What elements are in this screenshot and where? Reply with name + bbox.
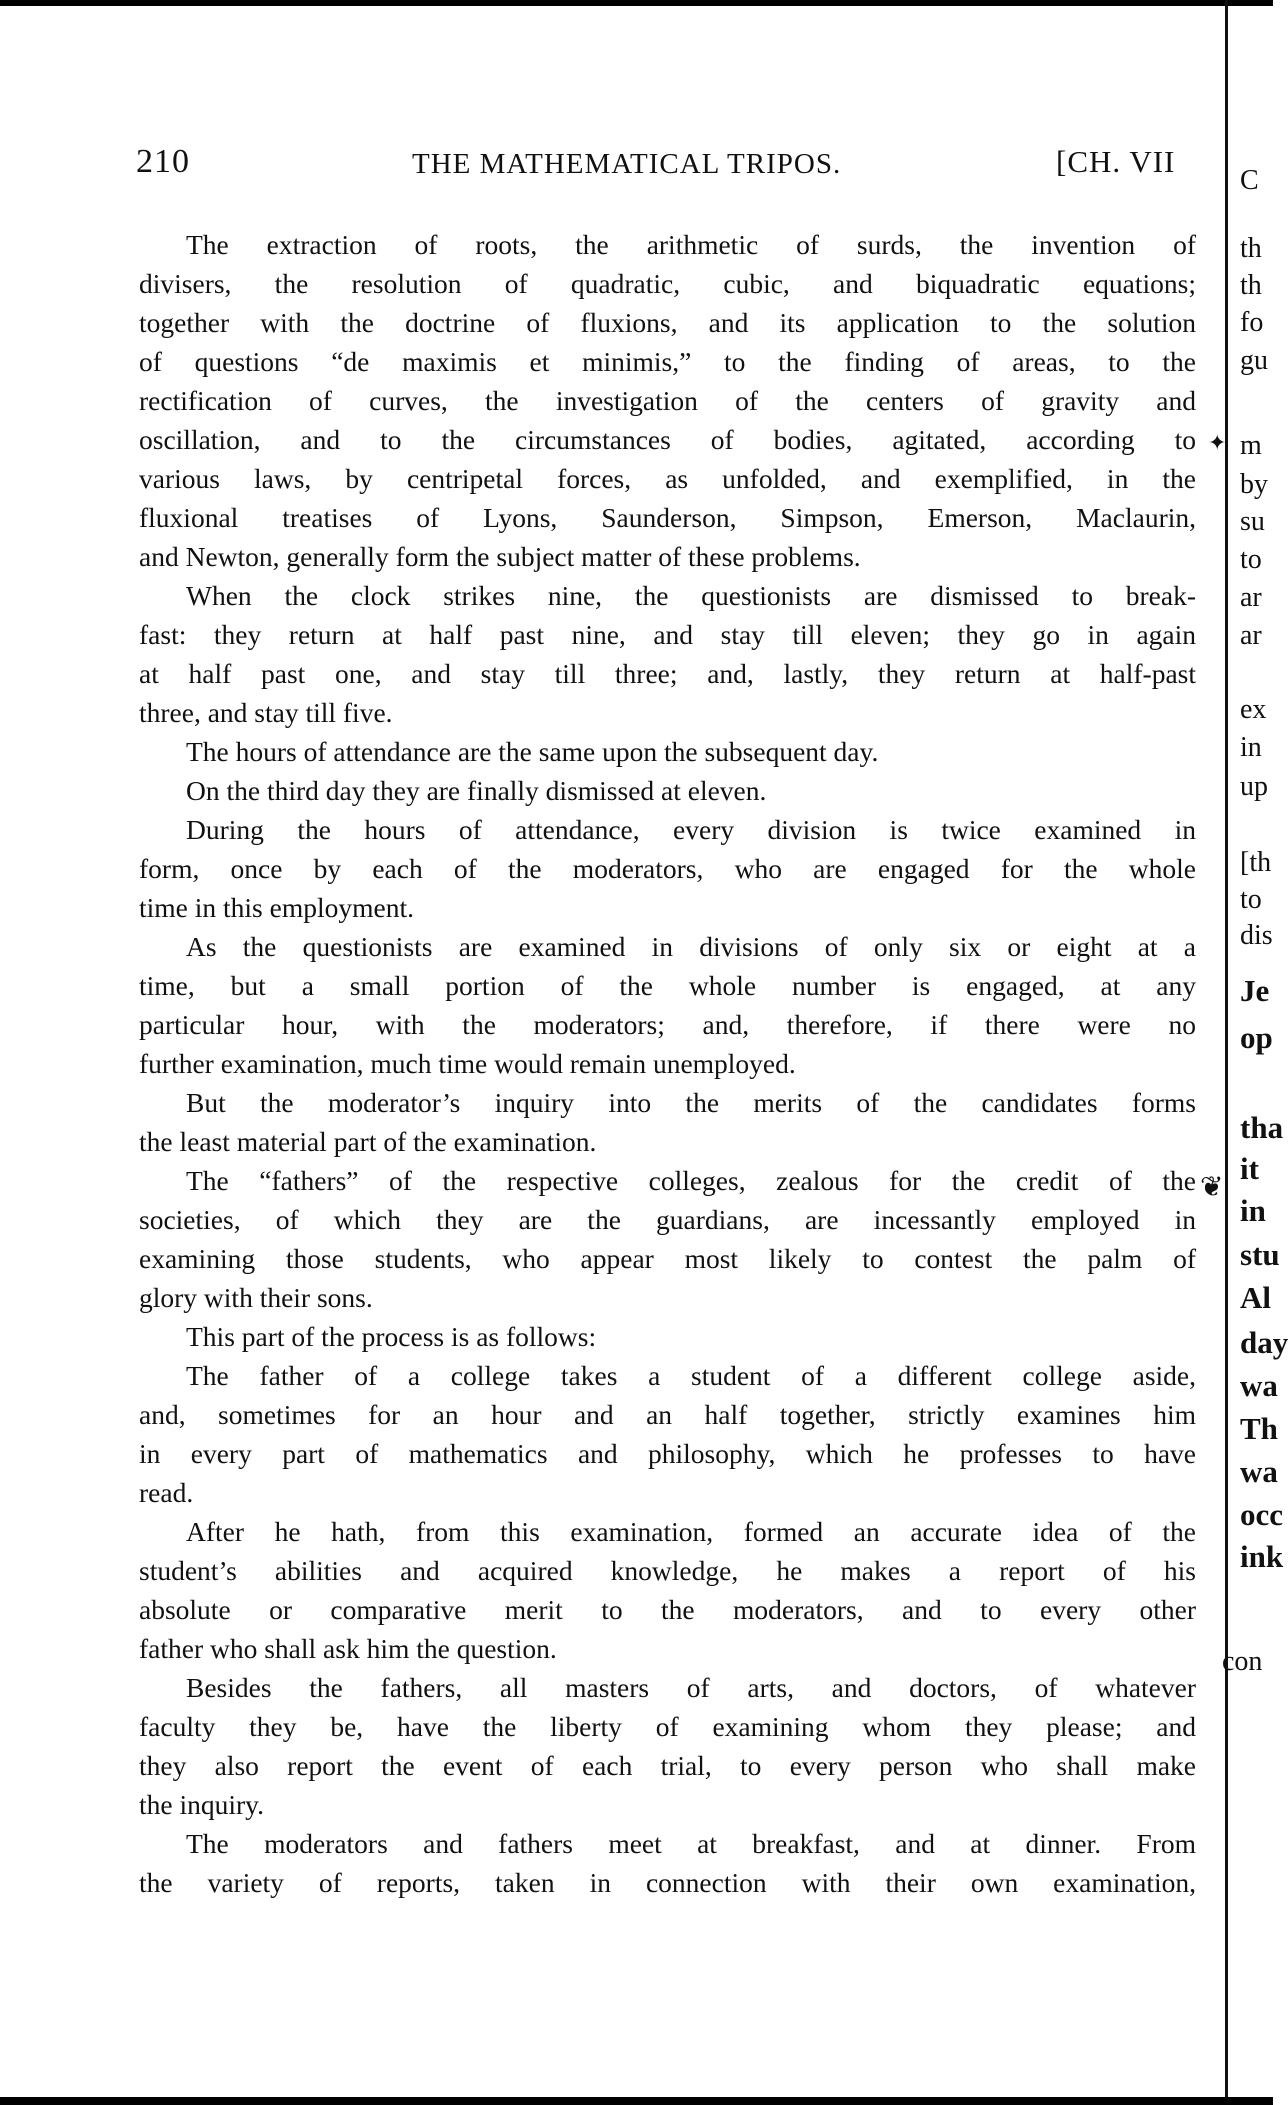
text-line: When the clock strikes nine, the questionists are dismissed to break- — [186, 580, 1196, 611]
text-line: the variety of reports, taken in connection with their own examination, — [139, 1867, 1196, 1898]
text-line: time in this employment. — [139, 892, 414, 923]
facing-page-fragment: day — [1240, 1325, 1288, 1360]
text-line: in every part of mathematics and philosophy, which he professes to have — [139, 1438, 1196, 1469]
text-line: read. — [139, 1477, 194, 1508]
facing-page-fragment: [th — [1240, 847, 1272, 878]
facing-page-fragment: op — [1240, 1020, 1273, 1055]
page-number: 210 — [136, 143, 190, 180]
text-line: the least material part of the examination. — [139, 1126, 597, 1157]
facing-page-fragment: by — [1240, 469, 1268, 500]
text-line: fluxional treatises of Lyons, Saunderson, Simpson, Emerson, Maclaurin, — [139, 502, 1196, 533]
facing-page-fragment: gu — [1240, 345, 1268, 376]
scan-top-edge — [0, 0, 1273, 6]
facing-page-fragment: wa — [1240, 1454, 1278, 1489]
page-gutter-line — [1225, 0, 1228, 2105]
facing-page-fragment: Th — [1240, 1411, 1278, 1446]
text-line: fast: they return at half past nine, and stay till eleven; they go in again — [139, 619, 1196, 650]
facing-page-fragment: to — [1240, 544, 1262, 575]
text-line: together with the doctrine of fluxions, and its application to the solution — [139, 307, 1196, 338]
text-line: father who shall ask him the question. — [139, 1633, 557, 1664]
facing-page-fragment: up — [1240, 771, 1268, 802]
facing-page-fragment: th — [1240, 233, 1262, 264]
text-line: On the third day they are finally dismissed at eleven. — [186, 775, 767, 806]
text-line: The extraction of roots, the arithmetic of surds, the invention of — [186, 229, 1196, 260]
facing-page-fragment: wa — [1240, 1368, 1278, 1403]
facing-page-fragment: su — [1240, 506, 1265, 537]
facing-page-fragment: to — [1240, 884, 1262, 915]
text-line: societies, of which they are the guardians, are incessantly employed in — [139, 1204, 1196, 1235]
text-line: After he hath, from this examination, formed an accurate idea of the — [186, 1516, 1196, 1547]
text-line: the inquiry. — [139, 1789, 264, 1820]
text-line: absolute or comparative merit to the moderators, and to every other — [139, 1594, 1196, 1625]
text-line: they also report the event of each trial, to every person who shall make — [139, 1750, 1196, 1781]
text-line: The hours of attendance are the same upon the subsequent day. — [186, 736, 879, 767]
facing-page-fragment: Je — [1240, 973, 1270, 1008]
chapter-label: [CH. VII — [1056, 144, 1176, 179]
text-line: time, but a small portion of the whole number is engaged, at any — [139, 970, 1196, 1001]
text-line: and, sometimes for an hour and an half together, strictly examines him — [139, 1399, 1196, 1430]
scan-bottom-edge — [0, 2097, 1273, 2105]
text-line: form, once by each of the moderators, who are engaged for the whole — [139, 853, 1196, 884]
text-line: divisers, the resolution of quadratic, cubic, and biquadratic equations; — [139, 268, 1196, 299]
text-line: Besides the fathers, all masters of arts, and doctors, of whatever — [186, 1672, 1196, 1703]
facing-page-fragment: in — [1240, 732, 1262, 763]
page-body-text — [139, 225, 1196, 1902]
text-line: As the questionists are examined in divisions of only six or eight at a — [186, 931, 1196, 962]
facing-page-fragment: ex — [1240, 694, 1267, 725]
text-line: three, and stay till five. — [139, 697, 393, 728]
text-line: various laws, by centripetal forces, as unfolded, and exemplified, in the — [139, 463, 1196, 494]
facing-page-fragment: Al — [1240, 1280, 1271, 1315]
facing-page-fragment: m — [1240, 430, 1262, 461]
facing-page-fragment: dis — [1240, 920, 1273, 951]
text-line: of questions “de maximis et minimis,” to the finding of areas, to the — [139, 346, 1196, 377]
running-title: THE MATHEMATICAL TRIPOS. — [412, 148, 842, 180]
text-line: During the hours of attendance, every division is twice examined in — [186, 814, 1196, 845]
facing-page-fragment: th — [1240, 270, 1262, 301]
facing-page-fragment: occ — [1240, 1497, 1284, 1532]
text-line: oscillation, and to the circumstances of bodies, agitated, according to — [139, 424, 1196, 455]
text-line: glory with their sons. — [139, 1282, 373, 1313]
facing-page-fragment: tha — [1240, 1110, 1284, 1145]
text-line: The “fathers” of the respective colleges, zealous for the credit of the — [186, 1165, 1196, 1196]
facing-page-fragment: stu — [1240, 1237, 1280, 1272]
facing-page-fragment: ink — [1240, 1539, 1284, 1574]
text-line: at half past one, and stay till three; and, lastly, they return at half-past — [139, 658, 1196, 689]
text-line: The father of a college takes a student of a different college aside, — [186, 1360, 1196, 1391]
facing-page-fragment: ar — [1240, 582, 1262, 613]
text-line: faculty they be, have the liberty of examining whom they please; and — [139, 1711, 1196, 1742]
text-line: student’s abilities and acquired knowledge, he makes a report of his — [139, 1555, 1196, 1586]
text-line: and Newton, generally form the subject matter of these problems. — [139, 541, 861, 572]
facing-page-fragment: con — [1222, 1646, 1263, 1677]
text-line: This part of the process is as follows: — [186, 1321, 597, 1352]
facing-page-fragment: C — [1240, 165, 1259, 196]
facing-page-fragment: fo — [1240, 307, 1264, 338]
text-line: particular hour, with the moderators; and, therefore, if there were no — [139, 1009, 1196, 1040]
text-line: examining those students, who appear most likely to contest the palm of — [139, 1243, 1196, 1274]
facing-page-fragment: ar — [1240, 620, 1262, 651]
text-line: further examination, much time would remain unemployed. — [139, 1048, 796, 1079]
text-line: The moderators and fathers meet at breakfast, and at dinner. From — [186, 1828, 1196, 1859]
text-line: rectification of curves, the investigation of the centers of gravity and — [139, 385, 1196, 416]
scan-speck: ❦ — [1200, 1172, 1224, 1203]
facing-page-fragment: it — [1240, 1151, 1259, 1186]
scan-speck: ✦ — [1208, 430, 1227, 455]
facing-page-fragment: in — [1240, 1193, 1266, 1228]
text-line: But the moderator’s inquiry into the merits of the candidates forms — [186, 1087, 1196, 1118]
